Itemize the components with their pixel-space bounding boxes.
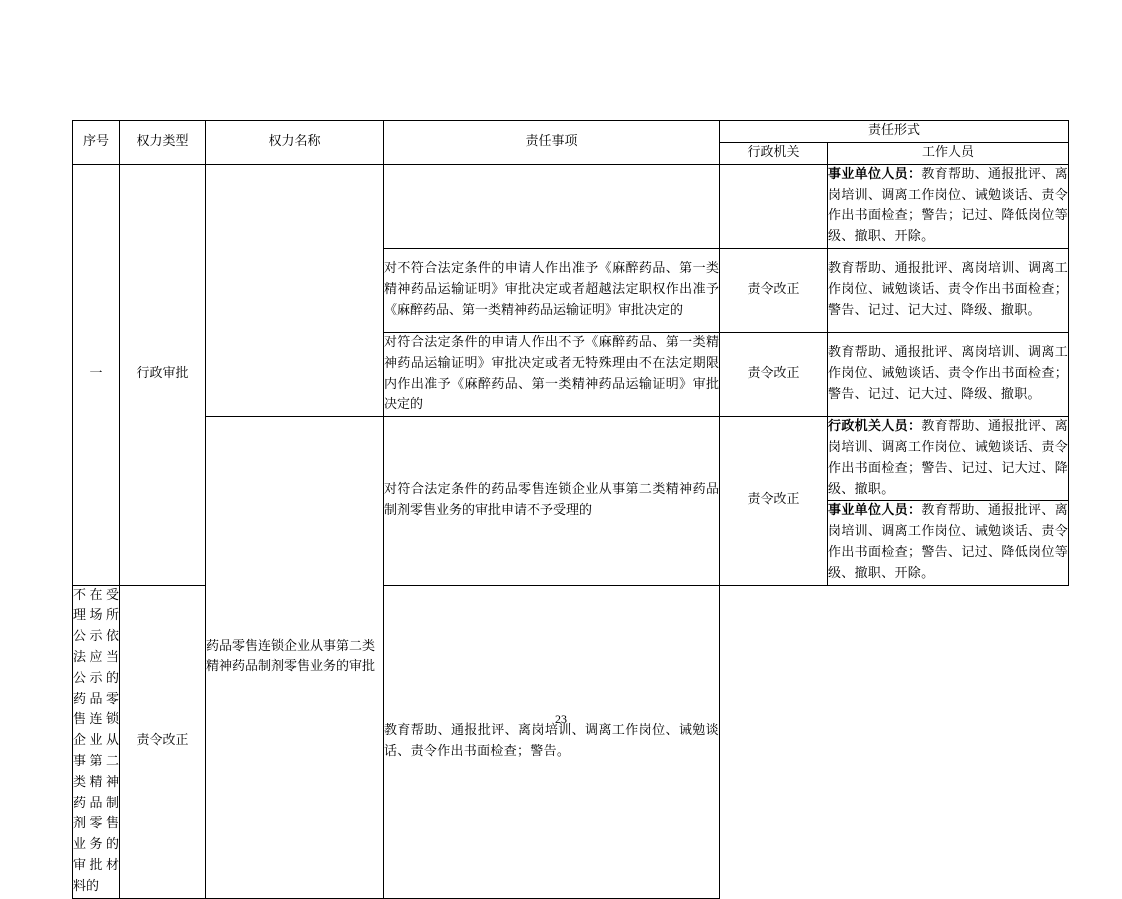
staff-category-label: 事业单位人员： [828, 166, 922, 182]
page-number: 23 [555, 712, 567, 726]
duty-cell: 对不符合法定条件的申请人作出准予《麻醉药品、第一类精神药品运输证明》审批决定或者超越法定职权作出准予《麻醉药品、第一类精神药品运输证明》审批决定的 [384, 248, 720, 332]
seq-cell: 一 [73, 164, 120, 585]
staff-category-label: 事业单位人员： [828, 503, 922, 519]
power-name-cell-1 [206, 164, 384, 416]
header-duty: 责任事项 [384, 121, 720, 165]
header-responsibility-form: 责任形式 [720, 121, 1069, 143]
header-power-type: 权力类型 [120, 121, 206, 165]
header-seq: 序号 [73, 121, 120, 165]
staff-cell [828, 417, 1069, 501]
duty-cell: 对符合法定条件的药品零售连锁企业从事第二类精神药品制剂零售业务的审批申请不予受理的 [384, 417, 720, 585]
agency-cell: 责令改正 [720, 332, 828, 416]
staff-penalties: 教育帮助、通报批评、离岗培训、调离工作岗位、诫勉谈话、责令作出书面检查；警告、记过、记大过、降级、撤职。 [828, 419, 1069, 497]
staff-cell [828, 501, 1069, 585]
staff-penalties: 教育帮助、通报批评、离岗培训、调离工作岗位、诫勉谈话、责令作出书面检查；警告；记过、降低岗位等级、撤职、开除。 [828, 166, 1069, 245]
agency-cell: 责令改正 [120, 585, 206, 898]
responsibility-table [72, 120, 1069, 899]
staff-cell: 教育帮助、通报批评、离岗培训、调离工作岗位、诫勉谈话、责令作出书面检查；警告。 [384, 585, 720, 898]
staff-category-label: 行政机关人员： [828, 419, 922, 435]
header-staff: 工作人员 [828, 143, 1069, 165]
staff-penalties: 教育帮助、通报批评、离岗培训、调离工作岗位、诫勉谈话、责令作出书面检查；警告、记过、降低岗位等级、撤职、开除。 [828, 503, 1069, 581]
staff-cell: 教育帮助、通报批评、离岗培训、调离工作岗位、诫勉谈话、责令作出书面检查；警告、记过、记大过、降级、撤职。 [828, 332, 1069, 416]
agency-cell: 责令改正 [720, 248, 828, 332]
duty-cell: 对符合法定条件的申请人作出不予《麻醉药品、第一类精神药品运输证明》审批决定或者无特殊理由不在法定期限内作出准予《麻醉药品、第一类精神药品运输证明》审批决定的 [384, 332, 720, 416]
staff-cell [828, 164, 1069, 248]
power-type-cell: 行政审批 [120, 164, 206, 585]
staff-cell: 教育帮助、通报批评、离岗培训、调离工作岗位、诫勉谈话、责令作出书面检查；警告、记过、记大过、降级、撤职。 [828, 248, 1069, 332]
power-name-cell-2: 药品零售连锁企业从事第二类精神药品制剂零售业务的审批 [206, 417, 384, 898]
header-power-name: 权力名称 [206, 121, 384, 165]
duty-cell [384, 164, 720, 248]
duty-cell: 不在受理场所公示依法应当公示的药品零售连锁企业从事第二类精神药品制剂零售业务的审批材料的 [73, 585, 120, 898]
agency-cell [720, 164, 828, 248]
header-agency: 行政机关 [720, 143, 828, 165]
agency-cell: 责令改正 [720, 417, 828, 585]
